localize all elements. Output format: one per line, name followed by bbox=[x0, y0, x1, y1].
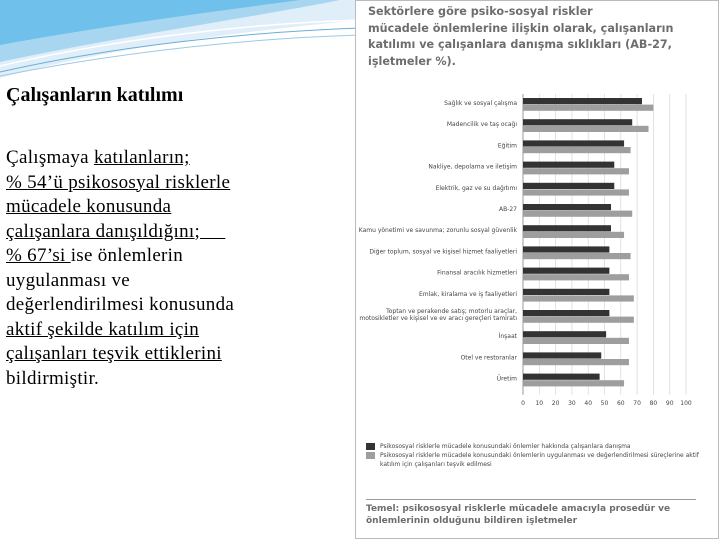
category-label: Sağlık ve sosyal çalışma bbox=[444, 100, 517, 107]
paragraph-line bbox=[6, 220, 346, 245]
bar-chart bbox=[356, 80, 716, 420]
bar-participation bbox=[523, 189, 629, 195]
paragraph-underlined-text: % 67’si bbox=[6, 245, 71, 266]
paragraph-line bbox=[6, 146, 346, 171]
chart-title-line: Sektörlere göre psiko-sosyal riskler bbox=[368, 5, 593, 18]
chart-base-note: Temel: psikososyal risklerle mücadele amacıyla prosedür ve önlemlerinin olduğunu bildiren işletmeler bbox=[366, 499, 696, 527]
x-tick-label: 60 bbox=[616, 399, 625, 407]
slide-paragraph bbox=[6, 146, 346, 391]
x-tick-label: 100 bbox=[680, 399, 692, 407]
bar-participation bbox=[523, 126, 649, 132]
bar-participation bbox=[523, 359, 629, 365]
bar-consultation bbox=[523, 140, 624, 146]
bar-participation bbox=[523, 274, 629, 280]
paragraph-underlined-text: aktif şekilde katılım için bbox=[6, 318, 200, 340]
x-tick-label: 40 bbox=[584, 399, 593, 407]
legend-swatch-gray bbox=[366, 452, 375, 459]
paragraph-text: ise önlemlerin bbox=[70, 245, 184, 266]
bar-consultation bbox=[523, 204, 611, 210]
category-label: Üretim bbox=[496, 375, 517, 383]
paragraph-underlined-text: katılanların; bbox=[93, 147, 190, 168]
legend-entry-consultation bbox=[366, 442, 706, 451]
paragraph-underlined-text: % 54’ü psikososyal risklerle bbox=[6, 171, 231, 193]
bar-consultation bbox=[523, 331, 606, 337]
category-label: Diğer toplum, sosyal ve kişisel hizmet faaliyetleri bbox=[369, 248, 517, 256]
x-tick-label: 80 bbox=[649, 399, 658, 407]
bar-participation bbox=[523, 147, 631, 153]
category-label: Nakliye, depolama ve iletişim bbox=[428, 163, 517, 171]
x-tick-label: 20 bbox=[551, 399, 560, 407]
bar-consultation bbox=[523, 183, 614, 189]
paragraph-line bbox=[6, 318, 346, 343]
bar-participation bbox=[523, 105, 653, 111]
chart-title-line: katılımı ve çalışanlara danışma sıklıkları (AB-27, bbox=[368, 38, 672, 51]
paragraph-line bbox=[6, 367, 346, 392]
paragraph-text: değerlendirilmesi konusunda bbox=[6, 294, 235, 315]
paragraph-line bbox=[6, 269, 346, 294]
legend-entry-participation bbox=[366, 451, 706, 469]
category-label: Kamu yönetimi ve savunma; zorunlu sosyal güvenlik bbox=[358, 227, 517, 235]
legend-swatch-dark bbox=[366, 443, 375, 450]
bar-consultation bbox=[523, 119, 632, 125]
category-label: İnşaat bbox=[498, 333, 517, 341]
bar-participation bbox=[523, 295, 634, 301]
paragraph-underlined-text: çalışanları teşvik ettiklerini bbox=[6, 343, 222, 364]
bar-consultation bbox=[523, 246, 609, 252]
paragraph-text: Çalışmaya bbox=[6, 147, 94, 168]
paragraph-line bbox=[6, 293, 346, 318]
chart-legend bbox=[366, 442, 706, 469]
x-tick-label: 70 bbox=[633, 399, 641, 407]
bar-consultation bbox=[523, 289, 609, 295]
x-tick-label: 50 bbox=[600, 399, 609, 407]
x-tick-label: 0 bbox=[521, 399, 525, 407]
paragraph-line bbox=[6, 342, 346, 367]
bar-participation bbox=[523, 317, 634, 323]
bar-consultation bbox=[523, 352, 601, 358]
category-label: Otel ve restoranlar bbox=[460, 354, 517, 362]
bar-participation bbox=[523, 253, 631, 259]
bar-consultation bbox=[523, 268, 609, 274]
category-label: Eğitim bbox=[497, 142, 517, 150]
category-label: AB-27 bbox=[498, 206, 517, 213]
bar-consultation bbox=[523, 374, 600, 380]
paragraph-text: uygulanması ve bbox=[6, 269, 130, 291]
bar-consultation bbox=[523, 98, 642, 104]
bar-consultation bbox=[523, 225, 611, 231]
bar-participation bbox=[523, 168, 629, 174]
paragraph-underlined-text: çalışanlara danışıldığını; bbox=[6, 220, 226, 242]
legend-label: Psikososyal risklerle mücadele konusundaki önlemler hakkında çalışanlara danışma bbox=[380, 443, 631, 450]
bar-participation bbox=[523, 232, 624, 238]
category-label: Finansal aracılık hizmetleri bbox=[437, 269, 517, 277]
decorative-swoosh bbox=[0, 0, 360, 80]
legend-label: Psikososyal risklerle mücadele konusundaki önlemlerin uygulanması ve değerlendirilmesi süreçlerine aktif katılım için çalışanları teşvik edilmesi bbox=[380, 452, 699, 468]
paragraph-line bbox=[6, 171, 346, 196]
bar-participation bbox=[523, 211, 632, 217]
category-label: Toptan ve perakende satış; motorlu araçlar, motosikletler ve kişisel ve ev aracı gereçleri tamiratı bbox=[359, 308, 517, 322]
bar-participation bbox=[523, 338, 629, 344]
category-label: Elektrik, gaz ve su dağıtımı bbox=[435, 184, 517, 192]
bar-participation bbox=[523, 380, 624, 386]
paragraph-line bbox=[6, 244, 346, 269]
bar-consultation bbox=[523, 162, 614, 168]
paragraph-line bbox=[6, 195, 346, 220]
bar-consultation bbox=[523, 310, 609, 316]
chart-title-line: mücadele önlemlerine ilişkin olarak, çalışanların bbox=[368, 21, 674, 35]
x-tick-label: 90 bbox=[665, 399, 674, 407]
slide-heading: Çalışanların katılımı bbox=[6, 84, 184, 106]
paragraph-underlined-text: mücadele konusunda bbox=[6, 196, 172, 217]
x-tick-label: 10 bbox=[535, 399, 544, 407]
category-label: Madencilik ve taş ocağı bbox=[446, 121, 517, 129]
chart-title-line: işletmeler %). bbox=[368, 54, 456, 68]
x-tick-label: 30 bbox=[568, 399, 576, 407]
category-label: Emlak, kiralama ve iş faaliyetleri bbox=[418, 290, 517, 298]
chart-title bbox=[368, 4, 708, 70]
paragraph-text: bildirmiştir. bbox=[6, 367, 100, 389]
